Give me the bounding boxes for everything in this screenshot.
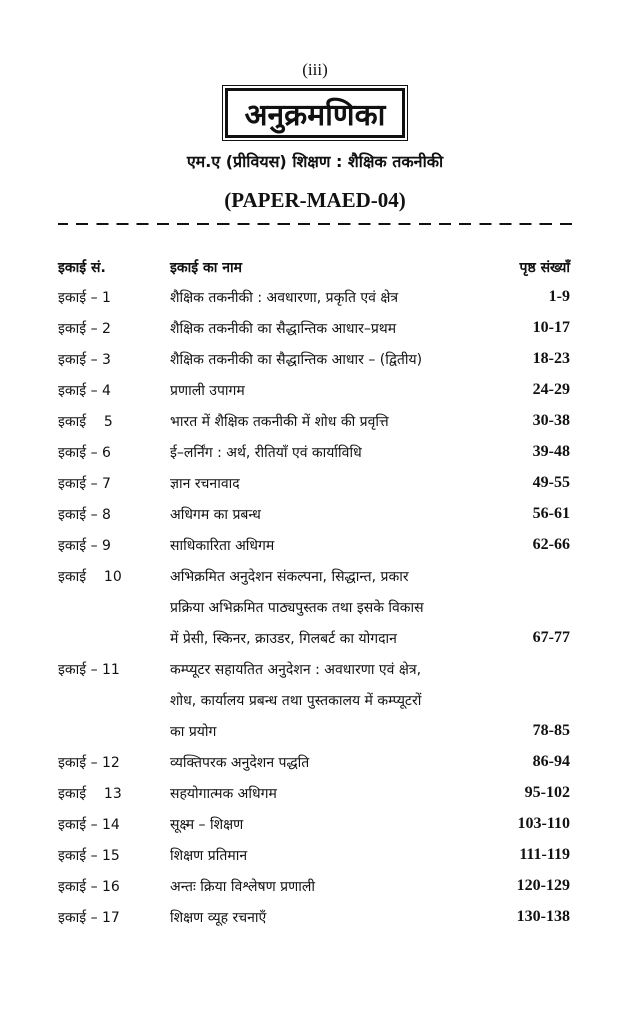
unit-name: का प्रयोग (170, 724, 217, 740)
page-range: 67-77 (532, 629, 570, 646)
header-page-numbers: पृष्ठ संख्याँ (519, 260, 570, 276)
table-row (0, 505, 630, 533)
unit-name: अभिक्रमित अनुदेशन संकल्पना, सिद्धान्त, प्रकार (170, 569, 409, 585)
table-row (0, 877, 630, 905)
unit-name: कम्प्यूटर सहायतित अनुदेशन : अवधारणा एवं क्षेत्र, (170, 662, 422, 678)
unit-name: शैक्षिक तकनीकी का सैद्धान्तिक आधार–प्रथम (170, 321, 397, 337)
dashed-divider (58, 223, 574, 225)
page-number: (iii) (302, 60, 328, 79)
unit-name: में प्रेसी, स्किनर, क्राउडर, गिलबर्ट का योगदान (170, 631, 397, 647)
table-row-continuation (0, 629, 630, 657)
table-row (0, 443, 630, 471)
page-range: 30-38 (532, 412, 570, 429)
table-row (0, 319, 630, 347)
table-row (0, 908, 630, 936)
unit-name: अन्तः क्रिया विश्लेषण प्रणाली (170, 879, 316, 895)
page-range: 1-9 (548, 288, 570, 305)
table-row (0, 474, 630, 502)
page-range: 24-29 (532, 381, 570, 398)
unit-name: ई–लर्निंग : अर्थ, रीतियाँ एवं कार्याविधि (170, 445, 362, 461)
unit-name: ज्ञान रचनावाद (170, 476, 240, 492)
page-range: 95-102 (524, 784, 570, 801)
unit-name: प्रक्रिया अभिक्रमित पाठ्यपुस्तक तथा इसके विकास (170, 600, 424, 616)
table-row (0, 660, 630, 688)
table-row (0, 536, 630, 564)
page-range: 78-85 (532, 722, 570, 739)
page-range: 56-61 (532, 505, 570, 522)
unit-name: शैक्षिक तकनीकी : अवधारणा, प्रकृति एवं क्षेत्र (170, 290, 399, 306)
unit-name: व्यक्तिपरक अनुदेशन पद्धति (170, 755, 310, 771)
table-row (0, 815, 630, 843)
table-row (0, 412, 630, 440)
unit-number: इकाई – 7 (58, 476, 111, 492)
unit-name: शिक्षण प्रतिमान (170, 848, 248, 864)
unit-name: शिक्षण व्यूह रचनाएँ (170, 910, 267, 926)
unit-number: इकाई – 16 (58, 879, 120, 895)
unit-number: इकाई – 15 (58, 848, 120, 864)
header-unit-name: इकाई का नाम (170, 260, 243, 276)
unit-name: शोध, कार्यालय प्रबन्ध तथा पुस्तकालय में कम्प्यूटरों (170, 693, 422, 709)
unit-number: इकाई 13 (58, 786, 122, 802)
unit-number: इकाई – 6 (58, 445, 111, 461)
unit-number: इकाई – 1 (58, 290, 111, 306)
header-unit-no: इकाई सं. (58, 260, 106, 276)
unit-number: इकाई – 8 (58, 507, 111, 523)
page-range: 120-129 (516, 877, 570, 894)
page-range: 111-119 (519, 846, 570, 863)
page-range: 86-94 (532, 753, 570, 770)
page-range: 130-138 (516, 908, 570, 925)
unit-number: इकाई – 9 (58, 538, 111, 554)
paper-code: (PAPER-MAED-04) (224, 188, 406, 212)
table-row (0, 846, 630, 874)
unit-number: इकाई – 11 (58, 662, 120, 678)
unit-number: इकाई 10 (58, 569, 122, 585)
table-row (0, 784, 630, 812)
unit-name: सूक्ष्म – शिक्षण (170, 817, 244, 833)
unit-number: इकाई – 17 (58, 910, 120, 926)
table-row (0, 567, 630, 595)
unit-number: इकाई – 12 (58, 755, 120, 771)
page-range: 62-66 (532, 536, 570, 553)
page-range: 103-110 (517, 815, 570, 832)
page-range: 18-23 (532, 350, 570, 367)
table-row (0, 753, 630, 781)
unit-name: सहयोगात्मक अधिगम (170, 786, 277, 802)
page-range: 39-48 (532, 443, 570, 460)
unit-number: इकाई – 2 (58, 321, 111, 337)
page-range: 10-17 (532, 319, 570, 336)
table-row (0, 350, 630, 378)
course-subtitle: एम.ए (प्रीवियस) शिक्षण : शैक्षिक तकनीकी (186, 152, 444, 171)
unit-number: इकाई 5 (58, 414, 113, 430)
unit-name: प्रणाली उपागम (170, 383, 245, 399)
table-row (0, 381, 630, 409)
table-row-continuation (0, 691, 630, 719)
table-row-continuation (0, 722, 630, 750)
unit-name: भारत में शैक्षिक तकनीकी में शोध की प्रवृत्ति (170, 414, 389, 430)
unit-number: इकाई – 4 (58, 383, 111, 399)
unit-number: इकाई – 3 (58, 352, 111, 368)
unit-name: अधिगम का प्रबन्ध (170, 507, 261, 523)
unit-name: साधिकारिता अधिगम (170, 538, 275, 554)
table-row (0, 288, 630, 316)
page-range: 49-55 (532, 474, 570, 491)
table-row-continuation (0, 598, 630, 626)
page-title: अनुक्रमणिका (225, 88, 405, 138)
unit-name: शैक्षिक तकनीकी का सैद्धान्तिक आधार – (द्वितीय) (170, 352, 423, 368)
table-header (0, 258, 630, 286)
unit-number: इकाई – 14 (58, 817, 120, 833)
